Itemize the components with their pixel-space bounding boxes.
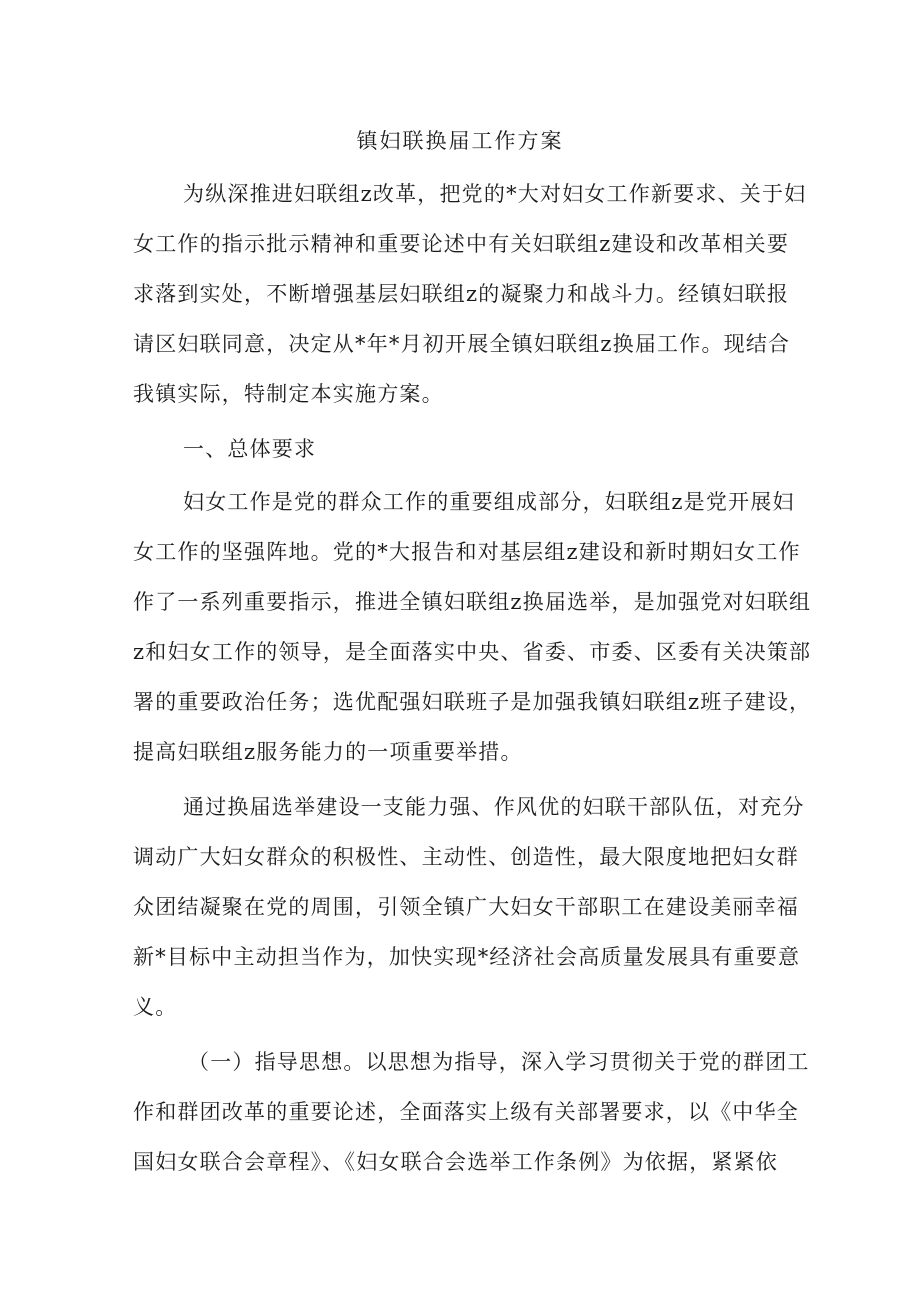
document-title: 镇妇联换届工作方案 <box>356 129 564 153</box>
paragraph-3-line-2: 调动广大妇女群众的积极性、主动性、创造性，最大限度地把妇女群 <box>133 845 799 869</box>
paragraph-1-line-4: 请区妇联同意，决定从*年*月初开展全镇妇联组z换届工作。现结合 <box>133 332 791 356</box>
paragraph-4-line-3: 国妇女联合会章程》、《妇女联合会选举工作条例》为依据，紧紧依 <box>133 1150 778 1174</box>
paragraph-2-line-4: z和妇女工作的领导，是全面落实中央、省委、市委、区委有关决策部 <box>133 640 812 664</box>
paragraph-2-line-2: 女工作的坚强阵地。党的*大报告和对基层组z建设和新时期妇女工作 <box>133 540 801 564</box>
paragraph-2-line-3: 作了一系列重要指示，推进全镇妇联组z换届选举，是加强党对妇联组 <box>133 590 812 614</box>
paragraph-2-line-6: 提高妇联组z服务能力的一项重要举措。 <box>133 740 523 764</box>
section-heading-1: 一、总体要求 <box>183 437 317 461</box>
paragraph-1-line-2: 女工作的指示批示精神和重要论述中有关妇联组z建设和改革相关要 <box>133 232 790 256</box>
paragraph-3-line-5: 义。 <box>133 995 178 1019</box>
paragraph-4-line-1: （一）指导思想。以思想为指导，深入学习贯彻关于党的群团工 <box>188 1050 810 1074</box>
paragraph-3-line-4: 新*目标中主动担当作为，加快实现*经济社会高质量发展具有重要意 <box>133 945 801 969</box>
paragraph-1-line-1: 为纵深推进妇联组z改革，把党的*大对妇女工作新要求、关于妇 <box>183 182 807 206</box>
paragraph-1-line-3: 求落到实处，不断增强基层妇联组z的凝聚力和战斗力。经镇妇联报 <box>133 282 790 306</box>
paragraph-3-line-1: 通过换届选举建设一支能力强、作风优的妇联干部队伍，对充分 <box>183 795 805 819</box>
paragraph-3-line-3: 众团结凝聚在党的周围，引领全镇广大妇女干部职工在建设美丽幸福 <box>133 895 799 919</box>
paragraph-2-line-5: 署的重要政治任务；选优配强妇联班子是加强我镇妇联组z班子建设， <box>133 690 812 714</box>
paragraph-1-line-5: 我镇实际，特制定本实施方案。 <box>133 382 444 406</box>
paragraph-2-line-1: 妇女工作是党的群众工作的重要组成部分，妇联组z是党开展妇 <box>183 490 795 514</box>
paragraph-4-line-2: 作和群团改革的重要论述，全面落实上级有关部署要求，以《中华全 <box>133 1100 799 1124</box>
